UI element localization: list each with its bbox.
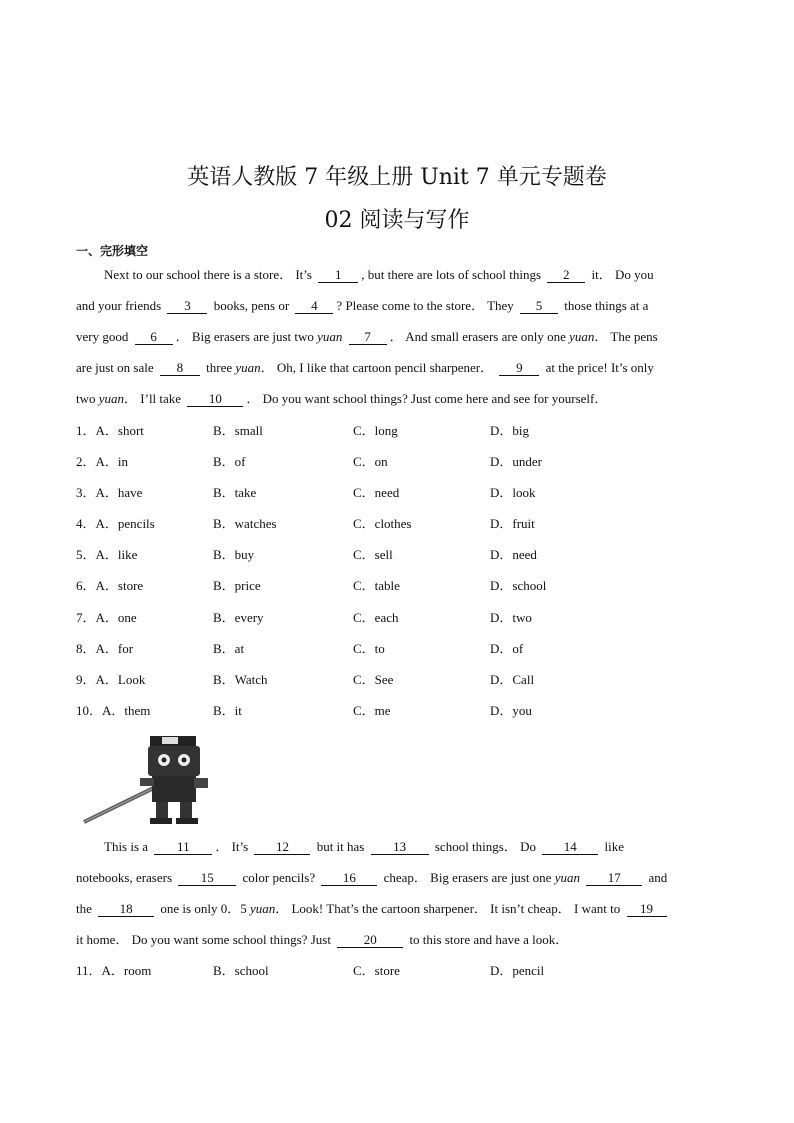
question-row — [76, 508, 716, 539]
answer-blank[interactable]: 11 — [154, 840, 212, 855]
italic-word: yuan — [249, 901, 276, 916]
question-number: 10． — [76, 702, 103, 718]
option-c[interactable]: C．table — [353, 578, 400, 594]
option-b[interactable]: B．small — [213, 423, 263, 438]
question-row — [76, 570, 716, 601]
answer-blank[interactable]: 4 — [295, 299, 333, 314]
option-c[interactable]: C．sell — [353, 547, 393, 563]
option-b[interactable]: B．buy — [213, 547, 255, 563]
question-row — [76, 539, 716, 570]
question-number-and-option-a[interactable] — [76, 570, 143, 601]
passage-text: two — [76, 391, 99, 406]
option-c[interactable]: C．on — [353, 454, 388, 470]
option-c[interactable]: C．need — [353, 485, 400, 501]
question-number-and-option-a[interactable] — [76, 415, 144, 446]
passage-text: ． Do you want school things? Just come here and see for yourself． — [246, 391, 608, 406]
passage-line — [76, 924, 716, 955]
option-c[interactable]: C．me — [353, 702, 391, 718]
question-row — [76, 633, 716, 664]
option-a[interactable]: A．one — [95, 609, 137, 625]
passage-text: those things at a — [561, 298, 649, 313]
passage-text: are just on sale — [76, 360, 157, 375]
italic-word: yuan — [235, 360, 261, 375]
question-number-and-option-a[interactable] — [76, 955, 151, 986]
passage-text: cheap． Big erasers are just one — [380, 870, 555, 885]
passage-text: and your friends — [76, 298, 165, 313]
answer-blank[interactable]: 17 — [586, 871, 642, 886]
option-a[interactable]: A．in — [95, 454, 129, 470]
option-c[interactable]: C．See — [353, 671, 394, 687]
passage-text: Next to our school there is a store． It’s — [104, 267, 316, 282]
question-number-and-option-a[interactable] — [76, 508, 155, 539]
option-b[interactable]: B．at — [213, 640, 245, 656]
option-b[interactable]: B．of — [213, 454, 246, 470]
option-d[interactable]: D．fruit — [490, 516, 535, 532]
passage-line — [76, 831, 716, 862]
question-list-1 — [76, 415, 716, 726]
question-number-and-option-a[interactable] — [76, 695, 150, 726]
question-row — [76, 446, 716, 477]
passage-line — [76, 383, 716, 414]
passage-text: very good — [76, 329, 132, 344]
question-row — [76, 477, 716, 508]
question-number-and-option-a[interactable] — [76, 539, 137, 570]
question-number: 8． — [76, 640, 96, 656]
option-c[interactable]: C．clothes — [353, 516, 412, 532]
option-d[interactable]: D．two — [490, 609, 532, 625]
option-c[interactable]: C．long — [353, 423, 398, 438]
question-number-and-option-a[interactable] — [76, 664, 145, 695]
passage-text: the — [76, 901, 96, 916]
passage-text: three — [202, 360, 236, 375]
question-row — [76, 602, 716, 633]
answer-blank[interactable]: 12 — [254, 840, 310, 855]
document-subtitle: 02 阅读与写作 — [324, 208, 470, 233]
passage-text: , but there are lots of school things — [361, 267, 545, 282]
option-b[interactable]: B．every — [213, 609, 264, 625]
option-d[interactable]: D．pencil — [490, 963, 545, 978]
answer-blank[interactable]: 1 — [318, 268, 358, 283]
italic-word: yuan — [569, 329, 595, 344]
question-number: 1． — [76, 423, 96, 438]
answer-blank[interactable]: 7 — [349, 330, 387, 345]
option-a[interactable]: A．pencils — [95, 516, 155, 532]
cloze-passage-1 — [76, 259, 716, 414]
question-number-and-option-a[interactable] — [76, 477, 142, 508]
option-d[interactable]: D．school — [490, 578, 547, 594]
question-number: 3． — [76, 485, 96, 501]
question-list-2 — [76, 955, 716, 986]
option-a[interactable]: A．room — [101, 963, 152, 978]
passage-text: like — [601, 839, 624, 854]
option-d[interactable]: D．need — [490, 547, 537, 563]
question-number: 7． — [76, 609, 96, 625]
italic-word: yuan — [98, 391, 125, 406]
answer-blank[interactable]: 15 — [178, 871, 236, 886]
answer-blank[interactable]: 20 — [337, 933, 403, 948]
passage-text: one is only 0．5 — [157, 901, 250, 916]
passage-text: school things． Do — [431, 839, 540, 854]
question-row — [76, 955, 716, 986]
option-a[interactable]: A．them — [102, 702, 151, 718]
option-d[interactable]: D．Call — [490, 671, 535, 687]
answer-blank[interactable]: 10 — [187, 392, 243, 407]
option-a[interactable]: A．like — [95, 547, 138, 563]
option-b[interactable]: B．watches — [213, 516, 277, 532]
passage-text: ． It’s — [215, 839, 252, 854]
option-b[interactable]: B．Watch — [213, 671, 268, 687]
answer-blank[interactable]: 9 — [499, 361, 539, 376]
passage-text — [342, 329, 345, 344]
option-a[interactable]: A．for — [95, 640, 134, 656]
passage-text: at the price! It’s only — [542, 360, 654, 375]
option-b[interactable]: B．it — [213, 702, 242, 718]
passage-text: but it has — [313, 839, 368, 854]
robot-toy-image — [78, 730, 224, 828]
cloze-passage-2 — [76, 831, 716, 955]
answer-blank[interactable]: 3 — [167, 299, 207, 314]
option-a[interactable]: A．short — [95, 423, 144, 438]
question-number-and-option-a[interactable] — [76, 446, 128, 477]
passage-text: and — [645, 870, 668, 885]
passage-text: it home． Do you want some school things? Just — [76, 932, 335, 947]
passage-line — [76, 290, 716, 321]
passage-text: ． I’ll take — [124, 391, 185, 406]
answer-blank[interactable]: 6 — [135, 330, 173, 345]
passage-text: notebooks, erasers — [76, 870, 176, 885]
question-row — [76, 664, 716, 695]
passage-text: ． Oh, I like that cartoon pencil sharpener． — [260, 360, 497, 375]
option-d[interactable]: D．look — [490, 485, 536, 501]
passage-text: ． Big erasers are just two — [175, 329, 318, 344]
section-heading: 一、完形填空 — [76, 244, 149, 258]
question-row — [76, 695, 716, 726]
passage-text: books, pens or — [210, 298, 293, 313]
option-b[interactable]: B．take — [213, 485, 257, 501]
option-c[interactable]: C．store — [353, 963, 400, 978]
question-number: 2． — [76, 454, 96, 470]
answer-blank[interactable]: 14 — [542, 840, 598, 855]
passage-line — [76, 259, 716, 290]
answer-blank[interactable]: 19 — [627, 902, 667, 917]
question-number: 5． — [76, 547, 96, 563]
passage-text: ． The pens — [594, 329, 658, 344]
answer-blank[interactable]: 8 — [160, 361, 200, 376]
question-number: 4． — [76, 516, 96, 532]
question-number: 6． — [76, 578, 96, 594]
italic-word: yuan — [317, 329, 343, 344]
passage-text: to this store and have a look． — [406, 932, 569, 947]
option-b[interactable]: B．school — [213, 963, 269, 978]
answer-blank[interactable]: 18 — [98, 902, 154, 917]
passage-line — [76, 352, 716, 383]
option-d[interactable]: D．under — [490, 454, 542, 470]
option-d[interactable]: D．of — [490, 640, 524, 656]
option-d[interactable]: D．you — [490, 702, 532, 718]
italic-word: yuan — [554, 870, 580, 885]
passage-text: This is a — [104, 839, 152, 854]
option-b[interactable]: B．price — [213, 578, 261, 594]
passage-text: ? Please come to the store． They — [336, 298, 518, 313]
question-row — [76, 415, 716, 446]
option-a[interactable]: A．have — [95, 485, 143, 501]
question-number: 9． — [76, 671, 96, 687]
passage-text: color pencils? — [239, 870, 319, 885]
passage-text: ． And small erasers are only one — [389, 329, 570, 344]
option-c[interactable]: C．to — [353, 640, 385, 656]
passage-line — [76, 321, 716, 352]
passage-text: ． Look! That’s the cartoon sharpener． It isn’t cheap． I want to — [275, 901, 624, 916]
passage-line — [76, 893, 716, 924]
option-a[interactable]: A．store — [95, 578, 144, 594]
passage-text: it． Do you — [588, 267, 654, 282]
answer-blank[interactable]: 2 — [547, 268, 585, 283]
option-c[interactable]: C．each — [353, 609, 399, 625]
question-number: 11． — [76, 963, 102, 978]
document-title: 英语人教版 7 年级上册 Unit 7 单元专题卷 — [187, 165, 607, 190]
option-a[interactable]: A．Look — [95, 671, 146, 687]
answer-blank[interactable]: 5 — [520, 299, 558, 314]
question-number-and-option-a[interactable] — [76, 602, 137, 633]
question-number-and-option-a[interactable] — [76, 633, 133, 664]
answer-blank[interactable]: 16 — [321, 871, 377, 886]
option-d[interactable]: D．big — [490, 423, 530, 438]
passage-text — [580, 870, 583, 885]
passage-line — [76, 862, 716, 893]
answer-blank[interactable]: 13 — [371, 840, 429, 855]
